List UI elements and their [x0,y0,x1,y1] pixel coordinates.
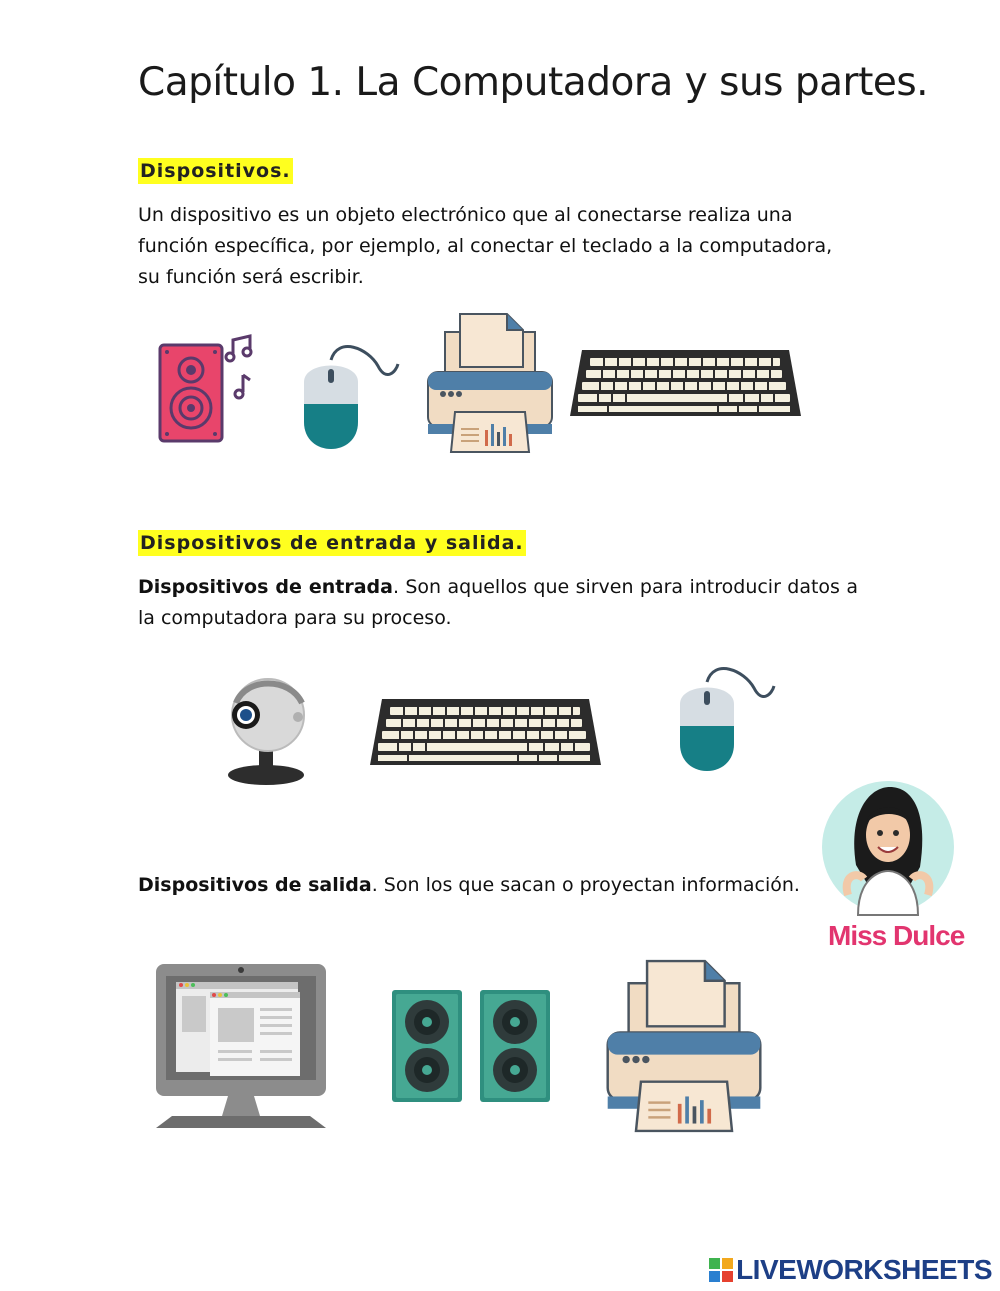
output-devices-term: Dispositivos de salida [138,874,372,896]
liveworksheets-watermark [709,1254,992,1286]
printer-icon [425,312,555,454]
webcam-icon [226,675,311,787]
input-devices-text: . Son aquellos que sirven para introducir datos a la computadora para su proceso. [138,576,858,629]
section-heading-io-devices [138,532,526,554]
liveworksheets-logo-icon [709,1258,733,1282]
output-devices-text: . Son los que sacan o proyectan información. [371,874,800,896]
output-devices-paragraph [138,870,858,901]
liveworksheets-text: LIVEWORKSHEETS [736,1254,992,1285]
miss-dulce-logo-text: Miss Dulce [828,920,965,951]
speakers-icon [390,988,552,1104]
printer-icon [604,958,764,1134]
mouse-icon [298,342,408,457]
highlighted-heading: Dispositivos de entrada y salida. [140,532,524,554]
monitor-icon [152,962,330,1130]
speaker-icon [155,330,265,450]
input-devices-paragraph [138,572,858,634]
keyboard-icon [568,348,803,420]
highlighted-heading: Dispositivos. [140,160,291,182]
keyboard-icon [368,697,603,769]
section-heading-devices [138,160,293,182]
input-devices-term: Dispositivos de entrada [138,576,393,598]
mouse-icon [674,664,784,779]
devices-paragraph: Un dispositivo es un objeto electrónico que al conectarse realiza una función específica, por ejemplo, al conectar el teclado a la computadora, su función será escribir. [138,204,833,288]
page-title: Capítulo 1. La Computadora y sus partes. [138,60,929,105]
